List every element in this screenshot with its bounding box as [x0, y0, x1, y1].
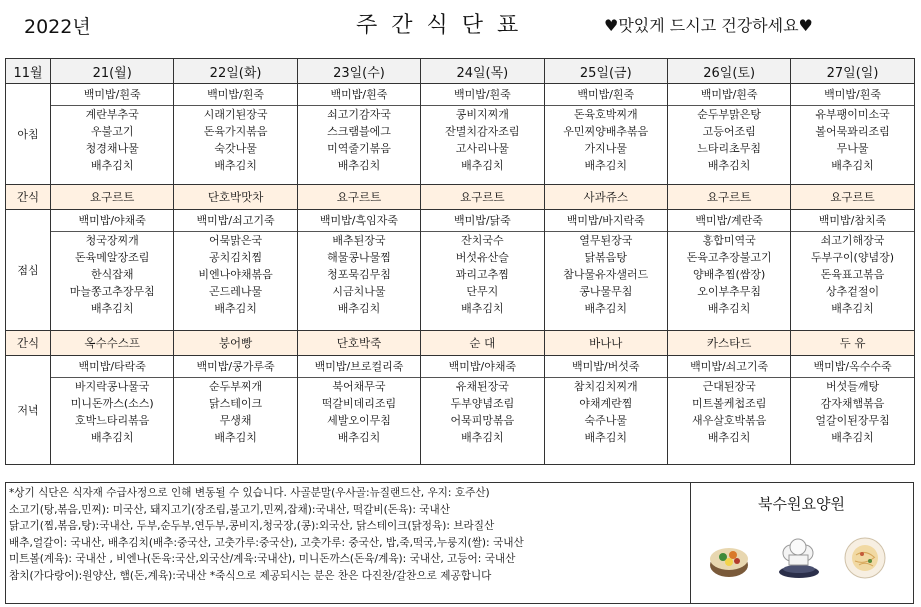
menu-item: 버섯유산슬: [455, 251, 509, 264]
menu-item: 유채된장국: [455, 380, 509, 393]
menu-item: 배추김치: [584, 431, 628, 444]
origin-note-line: 소고기(탕,볶음,민찌): 미국산, 돼지고기(장조림,불고기,민찌,잡채):국내산, 떡갈비(돈육): 국내산: [9, 503, 450, 516]
menu-item: 어묵맑은국: [209, 234, 263, 247]
menu-item: 백미밥/계란죽: [668, 210, 790, 232]
lunch-cell: [174, 210, 297, 331]
menu-item: 배추김치: [707, 431, 751, 444]
dinner-cell: [421, 356, 544, 465]
menu-item: 백미밥/흰죽: [545, 84, 667, 106]
menu-item: 백미밥/브로컬리죽: [298, 356, 420, 378]
menu-item: 백미밥/흑임자죽: [298, 210, 420, 232]
day-header: 26일(토): [667, 59, 790, 84]
menu-item: 백미밥/쇠고기죽: [668, 356, 790, 378]
breakfast-cell: [667, 84, 790, 185]
origin-note-line: 배추,얼갈이: 국내산, 배추김치(배추:중국산, 고춧가루:중국산), 고춧가루: 중국산, 밥,죽,떡국,누룽지(쌀): 국내산: [9, 536, 524, 549]
menu-item: 열무된장국: [579, 234, 633, 247]
menu-item: 우민찌양배추볶음: [563, 125, 649, 138]
menu-item: 바지락콩나물국: [75, 380, 150, 393]
menu-item: 공치김치찜: [209, 251, 263, 264]
menu-item: 배추김치: [707, 302, 751, 315]
menu-item: 백미밥/흰죽: [668, 84, 790, 106]
menu-item: 고등어조림: [702, 125, 756, 138]
breakfast-cell: [297, 84, 420, 185]
breakfast-cell: [544, 84, 667, 185]
menu-item: 상추겉절이: [825, 285, 880, 298]
menu-item: 스크램블에그: [327, 125, 391, 138]
day-header: 23일(수): [297, 59, 420, 84]
facility-name: 북수원요양원: [758, 495, 845, 513]
menu-item: 두부양념조림: [450, 397, 515, 410]
menu-item: 배추김치: [90, 159, 134, 172]
meal-label-dinner: 저녁: [6, 356, 51, 465]
menu-item: 콩나물무침: [579, 285, 633, 298]
menu-item: 청포묵김무침: [327, 268, 391, 281]
origin-note-line: *상기 식단은 식자재 수급사정으로 인해 변동될 수 있습니다. 사골분말(우사골:뉴질랜드산, 우지: 호주산): [9, 487, 490, 499]
dinner-cell: [174, 356, 297, 465]
menu-item: 콩비지찌개: [455, 108, 509, 121]
snack1-cell: 요구르트: [667, 185, 790, 210]
menu-item: 배추된장국: [332, 234, 386, 247]
meal-label-breakfast: 아침: [6, 84, 51, 185]
menu-item: 배추김치: [831, 302, 874, 315]
snack1-cell: 요구르트: [421, 185, 544, 210]
breakfast-cell: [421, 84, 544, 185]
dinner-cell: [51, 356, 174, 465]
menu-item: 배추김치: [214, 431, 257, 444]
menu-item: 배추김치: [831, 159, 874, 172]
menu-item: 백미밥/콩가루죽: [174, 356, 296, 378]
menu-item: 고사리나물: [455, 142, 509, 155]
menu-item: 쇠고기해장국: [820, 234, 885, 247]
menu-item: 미트볼케첩조림: [691, 397, 767, 410]
menu-item: 숙주나물: [584, 414, 628, 427]
chef-hat-icon: [776, 535, 822, 581]
menu-item: 백미밥/참치죽: [791, 210, 913, 232]
lunch-cell: [297, 210, 420, 331]
lunch-cell: [544, 210, 667, 331]
snack2-cell: 바나나: [544, 331, 667, 356]
breakfast-cell: [791, 84, 914, 185]
breakfast-cell: [174, 84, 297, 185]
meal-label-snack2: 간식: [6, 331, 51, 356]
menu-item: 백미밥/옥수수죽: [791, 356, 913, 378]
menu-item: 백미밥/바지락죽: [545, 210, 667, 232]
snack1-cell: 단호박맛차: [174, 185, 297, 210]
day-header: 27일(일): [791, 59, 914, 84]
year-label: 2022년: [24, 16, 91, 38]
snack1-cell: 요구르트: [51, 185, 174, 210]
dinner-cell: [297, 356, 420, 465]
menu-item: 백미밥/야채죽: [51, 210, 173, 232]
menu-item: 근대된장국: [702, 380, 756, 393]
month-cell: 11월: [6, 59, 51, 84]
menu-item: 백미밥/닭죽: [421, 210, 543, 232]
menu-item: 배추김치: [584, 302, 628, 315]
menu-item: 한식잡채: [90, 268, 134, 281]
menu-item: 미니돈까스(소스): [70, 397, 154, 410]
menu-item: 무생채: [219, 414, 252, 427]
day-header: 22일(화): [174, 59, 297, 84]
menu-item: 유부팽이미소국: [815, 108, 890, 121]
dinner-cell: [667, 356, 790, 465]
menu-item: 마늘쫑고추장무침: [69, 285, 155, 298]
menu-item: 배추김치: [214, 159, 257, 172]
menu-item: 참치김치찌개: [573, 380, 638, 393]
menu-item: 볼어묵꽈리조림: [815, 125, 890, 138]
menu-item: 배추김치: [337, 431, 381, 444]
menu-item: 배추김치: [584, 159, 628, 172]
bibimbap-bowl-icon: [706, 535, 752, 581]
menu-item: 오이부추무침: [697, 285, 762, 298]
menu-item: 배추김치: [461, 431, 504, 444]
menu-item: 백미밥/흰죽: [298, 84, 420, 106]
menu-item: 배추김치: [90, 302, 134, 315]
menu-item: 홍합미역국: [702, 234, 756, 247]
menu-item: 닭볶음탕: [584, 251, 628, 264]
day-header: 25일(금): [544, 59, 667, 84]
menu-item: 단무지: [466, 285, 499, 298]
menu-item: 가지나물: [584, 142, 628, 155]
menu-item: 계란부추국: [85, 108, 139, 121]
menu-item: 순두부찌개: [209, 380, 263, 393]
weekly-menu-table: [5, 58, 915, 465]
menu-item: 백미밥/야채죽: [421, 356, 543, 378]
menu-item: 호박느타리볶음: [75, 414, 150, 427]
menu-item: 야채계란찜: [579, 397, 633, 410]
menu-item: 꽈리고추찜: [455, 268, 509, 281]
menu-item: 순두부맑은탕: [697, 108, 762, 121]
menu-item: 세발오이무침: [327, 414, 391, 427]
pasta-plate-icon: [842, 535, 888, 581]
meal-label-snack1: 간식: [6, 185, 51, 210]
menu-item: 백미밥/흰죽: [51, 84, 173, 106]
menu-item: 미역줄기볶음: [327, 142, 391, 155]
slogan: ♥맛있게 드시고 건강하세요♥: [604, 16, 813, 35]
page-title: 주간식단표: [356, 13, 533, 38]
lunch-cell: [667, 210, 790, 331]
menu-item: 백미밥/흰죽: [174, 84, 296, 106]
breakfast-cell: [51, 84, 174, 185]
menu-item: 백미밥/버섯죽: [545, 356, 667, 378]
menu-item: 새우살호박볶음: [691, 414, 767, 427]
snack2-cell: 붕어빵: [174, 331, 297, 356]
menu-item: 떡갈비데리조림: [321, 397, 397, 410]
menu-item: 얼갈이된장무침: [815, 414, 890, 427]
menu-item: 배추김치: [461, 302, 504, 315]
lunch-cell: [791, 210, 914, 331]
menu-item: 청국장찌개: [85, 234, 139, 247]
menu-item: 시금치나물: [332, 285, 386, 298]
snack2-cell: 두 유: [791, 331, 914, 356]
footer-box: [5, 482, 914, 604]
menu-item: 배추김치: [337, 159, 381, 172]
snack1-cell: 사과쥬스: [544, 185, 667, 210]
menu-item: 돈육고추장불고기: [686, 251, 772, 264]
menu-item: 닭스테이크: [209, 397, 263, 410]
origin-note-line: 참치(가다랑어):원양산, 햄(돈,계육):국내산 *죽식으로 제공되시는 분은 찬은 다진찬/갈찬으로 제공합니다: [9, 569, 492, 582]
menu-item: 참나물유자샐러드: [563, 268, 649, 281]
menu-item: 해물콩나물찜: [327, 251, 391, 264]
snack2-cell: 단호박죽: [297, 331, 420, 356]
menu-item: 배추김치: [707, 159, 751, 172]
lunch-cell: [51, 210, 174, 331]
origin-note-line: 닭고기(찜,볶음,탕):국내산, 두부,순두부,연두부,콩비지,청국장,(콩):외국산, 닭스테이크(닭정육): 브라질산: [9, 520, 495, 533]
menu-item: 백미밥/쇠고기죽: [174, 210, 296, 232]
snack1-cell: 요구르트: [791, 185, 914, 210]
snack2-cell: 옥수수스프: [51, 331, 174, 356]
menu-item: 곤드레나물: [209, 285, 263, 298]
snack2-cell: 순 대: [421, 331, 544, 356]
menu-item: 쇠고기감자국: [327, 108, 391, 121]
menu-item: 잔멸치감자조림: [445, 125, 520, 138]
menu-item: 돈육표고볶음: [820, 268, 885, 281]
menu-item: 느타리초무침: [697, 142, 762, 155]
menu-item: 감자채햄볶음: [820, 397, 885, 410]
menu-item: 어묵피망볶음: [450, 414, 515, 427]
menu-item: 백미밥/타락죽: [51, 356, 173, 378]
origin-notes: [9, 485, 687, 585]
menu-item: 배추김치: [90, 431, 134, 444]
menu-item: 백미밥/흰죽: [421, 84, 543, 106]
menu-item: 북어채무국: [332, 380, 386, 393]
menu-item: 배추김치: [214, 302, 257, 315]
menu-item: 비엔나야채볶음: [198, 268, 273, 281]
menu-item: 배추김치: [461, 159, 504, 172]
menu-item: 숙갓나물: [214, 142, 257, 155]
snack1-cell: 요구르트: [297, 185, 420, 210]
menu-item: 우불고기: [90, 125, 134, 138]
dinner-cell: [544, 356, 667, 465]
menu-item: 무나물: [836, 142, 869, 155]
day-header: 21(월): [51, 59, 174, 84]
menu-item: 배추김치: [831, 431, 874, 444]
day-header: 24일(목): [421, 59, 544, 84]
menu-item: 백미밥/흰죽: [791, 84, 913, 106]
menu-item: 배추김치: [337, 302, 381, 315]
menu-item: 양배추찜(쌈장): [692, 268, 766, 281]
menu-item: 돈육가지볶음: [203, 125, 268, 138]
menu-item: 시래기된장국: [203, 108, 268, 121]
origin-note-line: 미트볼(계육): 국내산 , 비엔나(돈육:국산,외국산/계육:국내산), 미니돈까스(돈육/계육): 국내산, 고등어: 국내산: [9, 553, 516, 566]
dinner-cell: [791, 356, 914, 465]
menu-item: 잔치국수: [461, 234, 504, 247]
menu-item: 청경채나물: [85, 142, 139, 155]
menu-item: 두부구이(양념장): [811, 251, 895, 264]
meal-label-lunch: 점심: [6, 210, 51, 331]
snack2-cell: 카스타드: [667, 331, 790, 356]
lunch-cell: [421, 210, 544, 331]
menu-item: 돈육메알장조림: [75, 251, 150, 264]
menu-item: 버섯들깨탕: [825, 380, 880, 393]
menu-item: 돈육호박찌개: [573, 108, 638, 121]
